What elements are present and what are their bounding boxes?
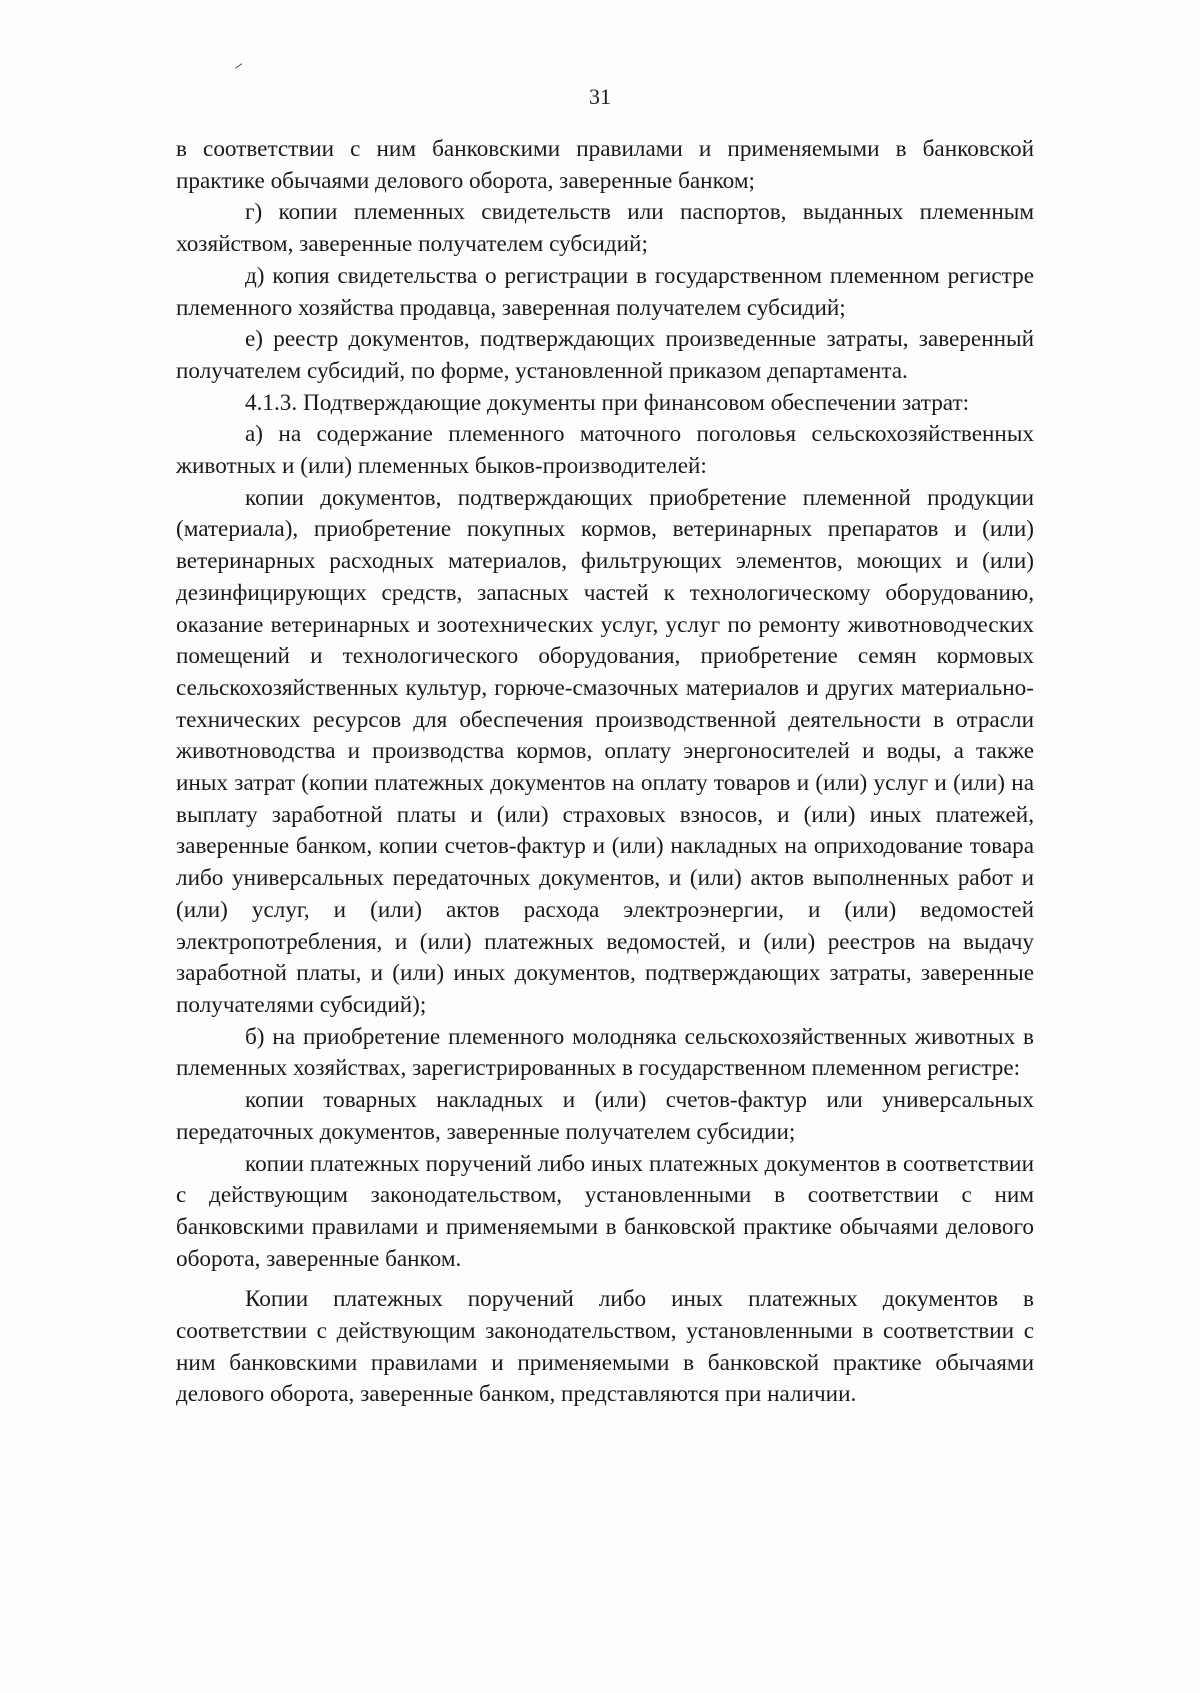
paragraph-item-b-payments: копии платежных поручений либо иных платежных документов в соответствии с действующим законодательством, установленными в соответствии с ним банковскими правилами и применяемыми в банковской практике обычаями делового оборота, заверенные банком.: [176, 1150, 1034, 1272]
scan-mark: [232, 58, 243, 68]
paragraph-item-d: д) копия свидетельства о регистрации в государственном племенном регистре племенного хозяйства продавца, заверенная получателем субсидий;: [176, 262, 1034, 321]
paragraph-continuation: в соответствии с ним банковскими правилами и применяемыми в банковской практике обычаями делового оборота, заверенные банком;: [176, 136, 1034, 194]
paragraph-item-g: г) копии племенных свидетельств или паспортов, выданных племенным хозяйством, заверенные получателем субсидий;: [176, 199, 1034, 258]
paragraph-item-b: б) на приобретение племенного молодняка сельскохозяйственных животных в племенных хозяйствах, зарегистрированных в государственном племенном регистре:: [176, 1023, 1034, 1082]
paragraph-item-e: е) реестр документов, подтверждающих произведенные затраты, заверенный получателем субсидий, по форме, установленной приказом департамента.: [176, 326, 1034, 384]
paragraph-item-a-documents: копии документов, подтверждающих приобретение племенной продукции (материала), приобретение покупных кормов, ветеринарных препаратов и (или) ветеринарных расходных материалов, фильтрующих элементов, моющих и (или) дезинфицирующих средств, запасных частей к технологическому оборудованию, оказание ветеринарных и зоотехнических услуг, услуг по ремонту животноводческих помещений и технологического оборудования, приобретение семян кормовых сельскохозяйственных культур, горюче-смазочных материалов и других материально-технических ресурсов для обеспечения производственной деятельности в отрасли животноводства и производства кормов, оплату энергоносителей и воды, а также иных затрат (копии платежных документов на оплату товаров и (или) услуг и (или) на выплату заработной платы и (или) страховых взносов, и (или) иных платежей, заверенные банком, копии счетов-фактур и (или) накладных на оприходование товара либо универсальных передаточных документов, и (или) актов выполненных работ и (или) услуг, и (или) актов расхода электроэнергии, и (или) ведомостей электропотребления, и (или) платежных ведомостей, и (или) реестров на выдачу заработной платы, и (или) иных документов, подтверждающих затраты, заверенные получателями субсидий);: [176, 484, 1034, 1018]
paragraph-item-a: а) на содержание племенного маточного поголовья сельскохозяйственных животных и (или) племенных быков-производителей:: [176, 421, 1034, 480]
paragraph-section-4-1-3: 4.1.3. Подтверждающие документы при финансовом обеспечении затрат:: [245, 389, 970, 416]
paragraph-payment-copies-note: Копии платежных поручений либо иных платежных документов в соответствии с действующим законодательством, установленными в соответствии с ним банковскими правилами и применяемыми в банковской практике обычаями делового оборота, заверенные банком, представляются при наличии.: [176, 1286, 1034, 1408]
paragraph-item-b-invoices: копии товарных накладных и (или) счетов-фактур или универсальных передаточных документов, заверенные получателем субсидии;: [176, 1087, 1034, 1145]
document-body: [176, 134, 1034, 1411]
page-number: 31: [589, 84, 611, 109]
